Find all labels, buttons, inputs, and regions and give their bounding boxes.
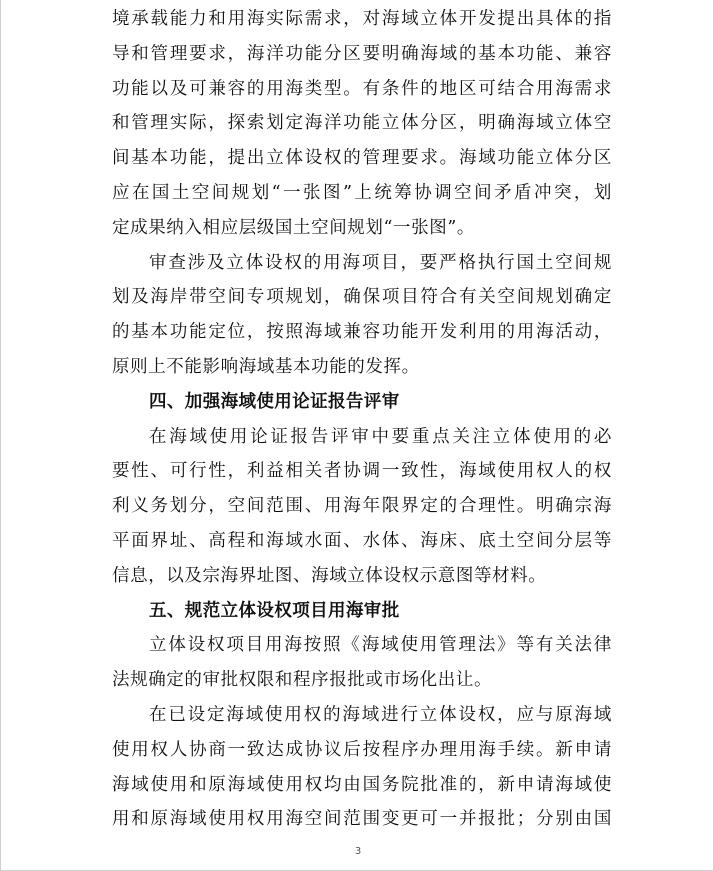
text-line: 用和原海域使用权用海空间范围变更可一并报批；分别由国 bbox=[112, 809, 612, 830]
text-line: 立体设权项目用海按照《海域使用管理法》等有关法律 bbox=[149, 635, 612, 656]
text-line: 海域使用和原海域使用权均由国务院批准的，新申请海域使 bbox=[112, 774, 612, 795]
text-line: 应在国土空间规划“一张图”上统筹协调空间矛盾冲突，划 bbox=[112, 182, 612, 203]
text-line: 功能以及可兼容的用海类型。有条件的地区可结合用海需求 bbox=[112, 78, 612, 99]
text-line: 的基本功能定位，按照海域兼容功能开发利用的用海活动， bbox=[112, 322, 612, 343]
text-line: 平面界址、高程和海域水面、水体、海床、底土空间分层等 bbox=[112, 530, 612, 551]
page-number: 3 bbox=[354, 846, 362, 857]
text-line: 利义务划分，空间范围、用海年限界定的合理性。明确宗海 bbox=[112, 496, 612, 517]
text-line: 法规确定的审批权限和程序报批或市场化出让。 bbox=[112, 670, 493, 691]
text-line: 审查涉及立体设权的用海项目，要严格执行国土空间规 bbox=[149, 252, 612, 273]
text-line: 和管理实际，探索划定海洋功能立体分区，明确海域立体空 bbox=[112, 113, 612, 134]
document-body bbox=[112, 2, 612, 837]
section-heading: 五、规范立体设权项目用海审批 bbox=[149, 600, 400, 621]
section-heading: 四、加强海域使用论证报告评审 bbox=[149, 391, 400, 412]
text-line: 在已设定海域使用权的海域进行立体设权，应与原海域 bbox=[149, 704, 612, 725]
text-line: 定成果纳入相应层级国土空间规划“一张图”。 bbox=[112, 217, 475, 238]
text-line: 原则上不能影响海域基本功能的发挥。 bbox=[112, 356, 420, 377]
text-line: 使用权人协商一致达成协议后按程序办理用海手续。新申请 bbox=[112, 739, 612, 760]
text-line: 信息，以及宗海界址图、海域立体设权示意图等材料。 bbox=[112, 565, 547, 586]
text-line: 在海域使用论证报告评审中要重点关注立体使用的必 bbox=[149, 426, 612, 447]
text-line: 要性、可行性，利益相关者协调一致性，海域使用权人的权 bbox=[112, 461, 612, 482]
text-line: 划及海岸带空间专项规划，确保项目符合有关空间规划确定 bbox=[112, 287, 612, 308]
text-line: 境承载能力和用海实际需求，对海域立体开发提出具体的指 bbox=[112, 9, 612, 29]
text-line: 间基本功能，提出立体设权的管理要求。海域功能立体分区 bbox=[112, 148, 612, 169]
text-line: 导和管理要求，海洋功能分区要明确海域的基本功能、兼容 bbox=[112, 43, 612, 64]
